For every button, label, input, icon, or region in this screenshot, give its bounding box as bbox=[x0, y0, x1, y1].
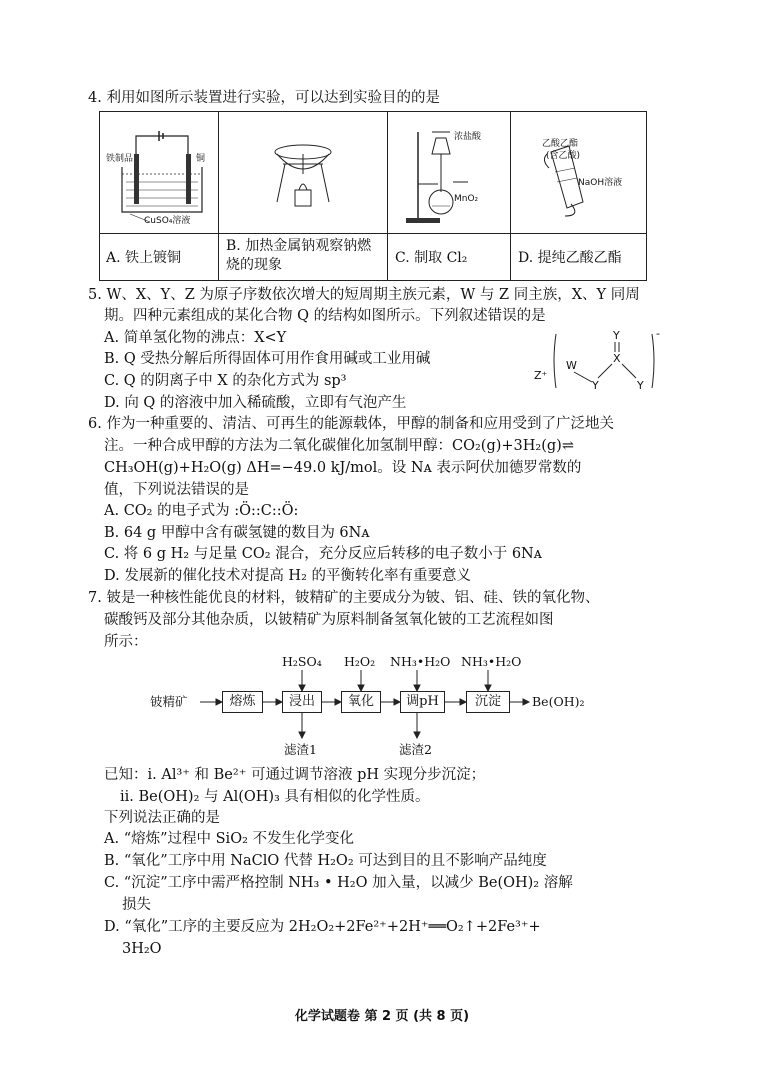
ethyl-acetate-label: 乙酸乙酯 bbox=[542, 139, 579, 149]
copper-label: 铜 bbox=[196, 154, 206, 164]
flow-step-leaching: 浸出 bbox=[282, 691, 322, 713]
q7-option-d: D. “氧化”工序的主要反应为 2H₂O₂+2Fe²⁺+2H⁺══O₂↑+2Fe³⁺+ bbox=[104, 919, 541, 935]
structure-cation: Z⁺ bbox=[534, 369, 548, 382]
q7-line3: 所示： bbox=[104, 634, 148, 650]
mno2-label: MnO₂ bbox=[454, 194, 479, 204]
q7-process-flowchart bbox=[150, 652, 600, 762]
q5-option-d: D. 向 Q 的溶液中加入稀硫酸，立即有气泡产生 bbox=[104, 395, 407, 411]
q7-line1: 7. 铍是一种核性能优良的材料，铍精矿的主要成分为铍、铝、硅、铁的氧化物、 bbox=[88, 590, 600, 606]
flow-reagent-ammonia-1: NH₃•H₂O bbox=[390, 654, 451, 669]
q6-line1: 6. 作为一种重要的、清洁、可再生的能源载体，甲醇的制备和应用受到了广泛地关 bbox=[88, 416, 614, 432]
q6-option-a: A. CO₂ 的电子式为 :Ö::C::Ö: bbox=[104, 503, 299, 519]
q7-ask: 下列说法正确的是 bbox=[104, 810, 220, 826]
q7-known-2: ⅱ. Be(OH)₂ 与 Al(OH)₃ 具有相似的化学性质。 bbox=[120, 789, 430, 805]
flow-step-oxidation: 氧化 bbox=[341, 691, 381, 713]
page-footer: 化学试题卷 第 2 页 (共 8 页) bbox=[294, 1009, 470, 1024]
flow-start-beryl-ore: 铍精矿 bbox=[150, 694, 188, 709]
separatory-funnel-figure bbox=[511, 112, 647, 233]
q5-option-a: A. 简单氢化物的沸点：X<Y bbox=[104, 330, 287, 346]
q7-line2: 碳酸钙及部分其他杂质，以铍精矿为原料制备氢氧化铍的工艺流程如图 bbox=[104, 612, 554, 628]
q4-option-a: A. 铁上镀铜 bbox=[106, 250, 182, 266]
flow-reagent-ammonia-2: NH₃•H₂O bbox=[461, 654, 522, 669]
structure-atom-y-top: Y bbox=[613, 329, 620, 342]
q5-stem-line2: 期。四种元素组成的某化合物 Q 的结构如图所示。下列叙述错误的是 bbox=[104, 308, 546, 324]
naoh-solution-label: NaOH溶液 bbox=[578, 178, 623, 188]
conc-hcl-label: 浓盐酸 bbox=[454, 132, 482, 142]
flow-end-product: Be(OH)₂ bbox=[532, 694, 585, 709]
q4-option-c: C. 制取 Cl₂ bbox=[395, 250, 468, 266]
flow-residue-2: 滤渣2 bbox=[399, 742, 432, 757]
q5-option-c: C. Q 的阴离子中 X 的杂化方式为 sp³ bbox=[104, 373, 347, 389]
electroplating-apparatus-figure bbox=[100, 112, 218, 233]
structure-atom-y-right: Y bbox=[637, 379, 644, 392]
q6-option-b: B. 64 g 甲醇中含有碳氢键的数目为 6Nᴀ bbox=[104, 525, 370, 541]
q4-option-d: D. 提纯乙酸乙酯 bbox=[518, 250, 622, 266]
q7-option-c: C. “沉淀”工序中需严格控制 NH₃ • H₂O 加入量，以减少 Be(OH)₂ 溶解 bbox=[104, 875, 573, 891]
q7-known-1: 已知：ⅰ. Al³⁺ 和 Be²⁺ 可通过调节溶液 pH 实现分步沉淀； bbox=[104, 767, 486, 783]
q6-line2: 注。一种合成甲醇的方法为二氧化碳催化加氢制甲醇：CO₂(g)+3H₂(g)⇌ bbox=[104, 438, 574, 454]
flow-reagent-h2o2: H₂O₂ bbox=[344, 654, 376, 669]
q7-option-b: B. “氧化”工序中用 NaClO 代替 H₂O₂ 可达到目的且不影响产品纯度 bbox=[104, 853, 547, 869]
iron-item-label: 铁制品 bbox=[106, 154, 134, 164]
q5-option-b: B. Q 受热分解后所得固体可用作食用碱或工业用碱 bbox=[104, 351, 431, 367]
sodium-combustion-apparatus-figure bbox=[219, 112, 387, 233]
q4-table bbox=[99, 111, 647, 281]
q7-option-a: A. “熔炼”过程中 SiO₂ 不发生化学变化 bbox=[104, 831, 355, 847]
flow-step-smelting: 熔炼 bbox=[222, 691, 263, 713]
flow-reagent-h2so4: H₂SO₄ bbox=[282, 654, 322, 669]
structure-charge: - bbox=[656, 327, 660, 340]
q4-stem: 4. 利用如图所示装置进行实验，可以达到实验目的的是 bbox=[88, 90, 440, 106]
structure-atom-x: X bbox=[613, 352, 621, 365]
structure-atom-y-left: Y bbox=[592, 379, 599, 392]
structure-atom-w: W bbox=[566, 359, 577, 372]
q5-stem-line1: 5. W、X、Y、Z 为原子序数依次增大的短周期主族元素，W 与 Z 同主族，X、Y 同周 bbox=[88, 287, 640, 303]
q4-option-b: B. 加热金属钠观察钠燃烧的现象 bbox=[226, 238, 372, 273]
chlorine-generation-apparatus-figure bbox=[388, 112, 510, 233]
q6-option-d: D. 发展新的催化技术对提高 H₂ 的平衡转化率有重要意义 bbox=[104, 568, 472, 584]
q6-option-c: C. 将 6 g H₂ 与足量 CO₂ 混合，充分反应后转移的电子数小于 6Nᴀ bbox=[104, 546, 542, 562]
q6-line3: CH₃OH(g)+H₂O(g) ΔH=−49.0 kJ/mol。设 Nᴀ 表示阿伏加德罗常数的 bbox=[104, 460, 582, 476]
flow-step-adjust-ph: 调pH bbox=[400, 691, 445, 713]
contains-acetic-acid-label: (含乙酸) bbox=[546, 151, 581, 161]
q7-option-c-cont: 损失 bbox=[122, 897, 151, 913]
flow-residue-1: 滤渣1 bbox=[284, 742, 317, 757]
q6-line4: 值，下列说法错误的是 bbox=[104, 482, 249, 498]
q7-option-d-cont: 3H₂O bbox=[122, 941, 162, 957]
q5-structure-figure bbox=[534, 328, 664, 394]
flow-step-precipitation: 沉淀 bbox=[466, 691, 510, 713]
cuso4-solution-label: CuSO₄溶液 bbox=[144, 216, 191, 226]
